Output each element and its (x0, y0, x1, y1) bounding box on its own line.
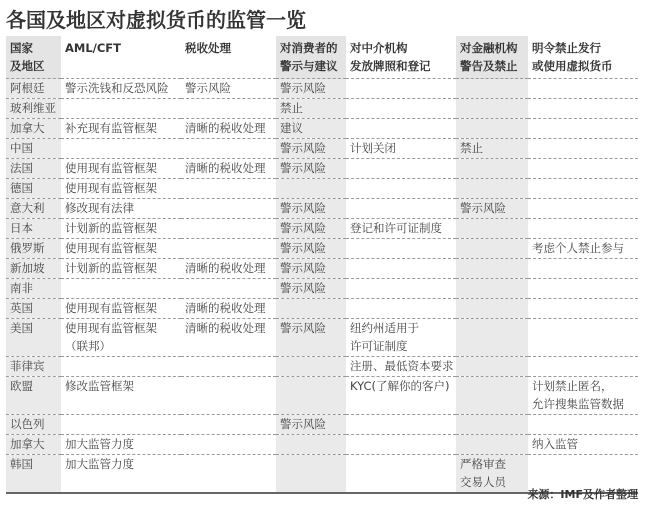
region-cell: 意大利 (6, 199, 61, 219)
table-cell (528, 79, 638, 99)
table-row (6, 435, 638, 455)
table-cell: 使用现有监管框架 (61, 159, 181, 179)
table-cell (276, 435, 346, 455)
table-cell (528, 179, 638, 199)
table-cell (61, 357, 181, 377)
table-cell (276, 357, 346, 377)
table-cell (346, 259, 456, 279)
table-cell: 警示风险 (276, 139, 346, 159)
table-row (6, 377, 638, 415)
table-cell: 警示风险 (276, 219, 346, 239)
table-cell: KYC(了解你的客户) (346, 377, 456, 415)
table-cell: 计划禁止匿名， 允许搜集监管数据 (528, 377, 638, 415)
table-cell (456, 259, 528, 279)
table-cell (346, 119, 456, 139)
table-body (6, 79, 638, 494)
table-cell: 考虑个人禁止参与 (528, 239, 638, 259)
table-cell (456, 99, 528, 119)
table-cell (456, 357, 528, 377)
table-row (6, 119, 638, 139)
table-cell (528, 199, 638, 219)
table-cell: 禁止 (456, 139, 528, 159)
table-cell: 使用现有监管框架 (61, 239, 181, 259)
table-cell (346, 279, 456, 299)
header-region: 国家 及地区 (6, 36, 61, 79)
table-cell (181, 415, 276, 435)
table-cell: 严格审查 交易人员 (456, 455, 528, 494)
table-cell (346, 299, 456, 319)
table-cell (456, 299, 528, 319)
table-row (6, 99, 638, 119)
table-cell (346, 239, 456, 259)
table-cell (276, 377, 346, 415)
table-cell (528, 99, 638, 119)
table-cell: 建议 (276, 119, 346, 139)
table-row (6, 357, 638, 377)
table-row (6, 219, 638, 239)
table-cell (346, 159, 456, 179)
table-cell (528, 279, 638, 299)
table-row (6, 79, 638, 99)
table-cell (346, 199, 456, 219)
table-row (6, 239, 638, 259)
table-cell: 清晰的税收处理 (181, 319, 276, 357)
region-cell: 美国 (6, 319, 61, 357)
table-cell (181, 139, 276, 159)
region-cell: 阿根廷 (6, 79, 61, 99)
table-cell (61, 139, 181, 159)
table-cell (181, 279, 276, 299)
table-cell (528, 415, 638, 435)
table-cell (346, 79, 456, 99)
region-cell: 玻利维亚 (6, 99, 61, 119)
table-cell: 禁止 (276, 99, 346, 119)
header-consumer-warning: 对消费者的 警示与建议 (276, 36, 346, 79)
table-cell: 修改现有法律 (61, 199, 181, 219)
table-cell (276, 299, 346, 319)
table-cell: 计划新的监管框架 (61, 259, 181, 279)
table-cell (456, 219, 528, 239)
header-ban: 明令禁止发行 或使用虚拟货币 (528, 36, 638, 79)
table-row (6, 259, 638, 279)
table-row (6, 199, 638, 219)
table-cell: 警示风险 (276, 259, 346, 279)
table-cell: 警示风险 (276, 199, 346, 219)
region-cell: 菲律宾 (6, 357, 61, 377)
table-cell: 计划新的监管框架 (61, 219, 181, 239)
table-cell (456, 435, 528, 455)
table-row (6, 299, 638, 319)
table-cell (528, 219, 638, 239)
header-intermediary-license: 对中介机构 发放牌照和登记 (346, 36, 456, 79)
region-cell: 韩国 (6, 455, 61, 494)
region-cell: 以色列 (6, 415, 61, 435)
table-cell: 使用现有监管框架 (61, 179, 181, 199)
table-cell: 警示风险 (456, 199, 528, 219)
table-cell (528, 299, 638, 319)
table-cell (528, 319, 638, 357)
table-cell: 登记和许可证制度 (346, 219, 456, 239)
table-cell: 计划关闭 (346, 139, 456, 159)
table-cell: 纽约州适用于 许可证制度 (346, 319, 456, 357)
table-cell (456, 159, 528, 179)
table-cell: 警示风险 (276, 79, 346, 99)
table-cell: 警示风险 (276, 239, 346, 259)
table-cell: 警示风险 (276, 279, 346, 299)
table-cell (181, 357, 276, 377)
source-note: 来源：IMF及作者整理 (527, 488, 638, 501)
table-cell (528, 357, 638, 377)
table-cell (181, 219, 276, 239)
table-cell (528, 159, 638, 179)
table-row (6, 319, 638, 357)
table-cell: 注册、最低资本要求 (346, 357, 456, 377)
table-cell (456, 319, 528, 357)
region-cell: 欧盟 (6, 377, 61, 415)
table-cell (456, 279, 528, 299)
table-cell: 使用现有监管框架 （联邦） (61, 319, 181, 357)
table-cell: 警示风险 (181, 79, 276, 99)
table-cell (456, 119, 528, 139)
table-cell (528, 119, 638, 139)
table-row (6, 279, 638, 299)
region-cell: 加拿大 (6, 435, 61, 455)
table-cell: 纳入监管 (528, 435, 638, 455)
region-cell: 加拿大 (6, 119, 61, 139)
region-cell: 南非 (6, 279, 61, 299)
table-cell (346, 99, 456, 119)
region-cell: 法国 (6, 159, 61, 179)
table-cell (346, 179, 456, 199)
table-header-row (6, 36, 638, 79)
table-cell (181, 377, 276, 415)
table-row (6, 139, 638, 159)
table-cell (61, 415, 181, 435)
table-cell: 清晰的税收处理 (181, 299, 276, 319)
header-tax: 税收处理 (181, 36, 276, 79)
table-cell (528, 259, 638, 279)
table-row (6, 159, 638, 179)
table-cell (346, 455, 456, 494)
table-cell: 补充现有监管框架 (61, 119, 181, 139)
header-aml-cft: AML/CFT (61, 36, 181, 79)
table-cell (181, 435, 276, 455)
table-cell: 使用现有监管框架 (61, 299, 181, 319)
table-cell (346, 415, 456, 435)
table-cell: 加大监管力度 (61, 455, 181, 494)
table-cell (276, 179, 346, 199)
table-cell (456, 239, 528, 259)
region-cell: 新加坡 (6, 259, 61, 279)
table-cell: 加大监管力度 (61, 435, 181, 455)
table-row (6, 179, 638, 199)
table-cell (276, 455, 346, 494)
table-cell: 修改监管框架 (61, 377, 181, 415)
table-cell (456, 377, 528, 415)
table-cell (181, 455, 276, 494)
region-cell: 俄罗斯 (6, 239, 61, 259)
table-cell (181, 99, 276, 119)
table-cell (528, 139, 638, 159)
table-cell (456, 415, 528, 435)
table-cell (181, 239, 276, 259)
region-cell: 中国 (6, 139, 61, 159)
table-cell (181, 199, 276, 219)
region-cell: 德国 (6, 179, 61, 199)
table-cell: 清晰的税收处理 (181, 159, 276, 179)
region-cell: 日本 (6, 219, 61, 239)
table-cell (61, 279, 181, 299)
table-cell (456, 79, 528, 99)
table-cell (456, 179, 528, 199)
header-financial-institution: 对金融机构 警告及禁止 (456, 36, 528, 79)
page-title: 各国及地区对虚拟货币的监管一览 (6, 8, 306, 32)
region-cell: 英国 (6, 299, 61, 319)
table-row (6, 415, 638, 435)
table-cell: 警示风险 (276, 319, 346, 357)
table-cell: 清晰的税收处理 (181, 259, 276, 279)
table-cell (181, 179, 276, 199)
table-cell: 警示风险 (276, 415, 346, 435)
table-cell (346, 435, 456, 455)
table-cell: 警示洗钱和反恐风险 (61, 79, 181, 99)
table-cell: 清晰的税收处理 (181, 119, 276, 139)
regulation-table (6, 36, 638, 494)
table-cell: 警示风险 (276, 159, 346, 179)
table-cell (61, 99, 181, 119)
